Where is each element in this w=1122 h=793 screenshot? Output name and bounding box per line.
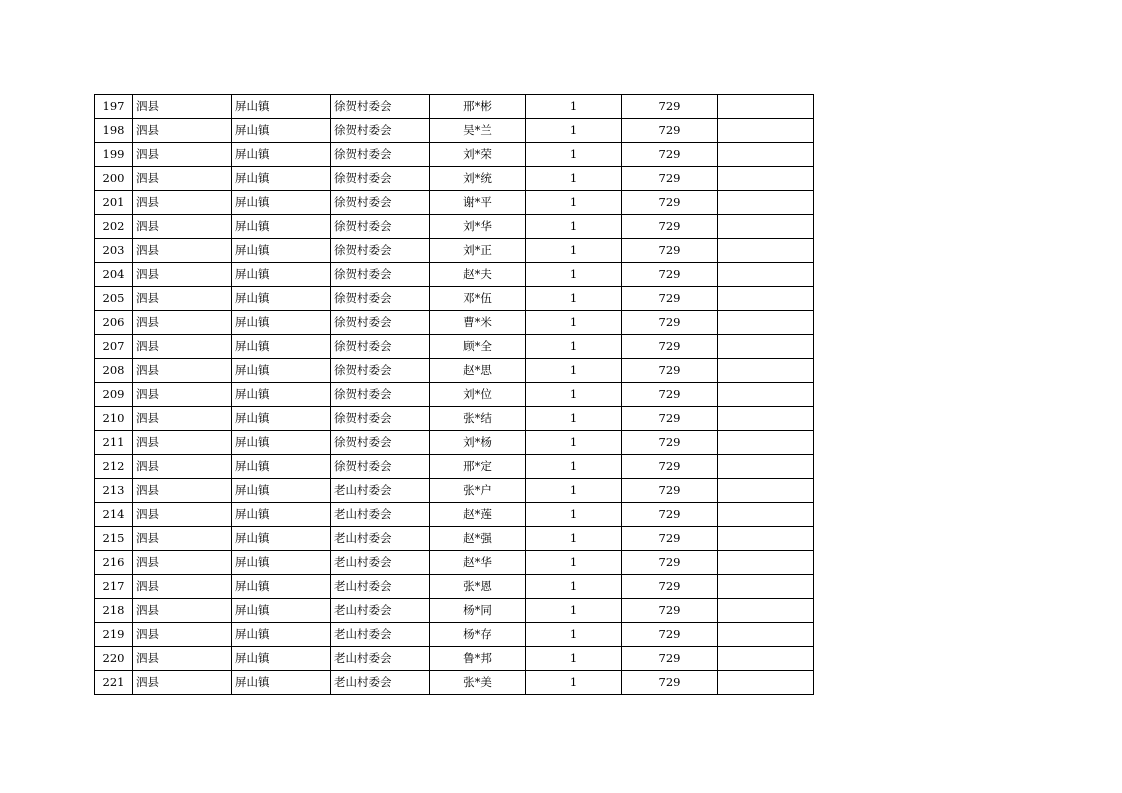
- count-cell: 1: [526, 407, 622, 431]
- note-cell: [718, 239, 814, 263]
- county-cell: 泗县: [133, 335, 232, 359]
- village-cell: 徐贺村委会: [331, 455, 430, 479]
- amount-cell: 729: [622, 623, 718, 647]
- name-cell: 邢*定: [430, 455, 526, 479]
- name-cell: 刘*正: [430, 239, 526, 263]
- row-number-cell: 220: [95, 647, 133, 671]
- row-number-cell: 200: [95, 167, 133, 191]
- row-number-cell: 207: [95, 335, 133, 359]
- name-cell: 刘*华: [430, 215, 526, 239]
- village-cell: 徐贺村委会: [331, 239, 430, 263]
- county-cell: 泗县: [133, 431, 232, 455]
- amount-cell: 729: [622, 383, 718, 407]
- table-row: [95, 575, 814, 599]
- name-cell: 吴*兰: [430, 119, 526, 143]
- town-cell: 屏山镇: [232, 359, 331, 383]
- county-cell: 泗县: [133, 455, 232, 479]
- table-row: [95, 119, 814, 143]
- county-cell: 泗县: [133, 671, 232, 695]
- table-row: [95, 527, 814, 551]
- count-cell: 1: [526, 335, 622, 359]
- table-row: [95, 167, 814, 191]
- village-cell: 老山村委会: [331, 575, 430, 599]
- amount-cell: 729: [622, 191, 718, 215]
- table-row: [95, 479, 814, 503]
- amount-cell: 729: [622, 359, 718, 383]
- count-cell: 1: [526, 479, 622, 503]
- town-cell: 屏山镇: [232, 407, 331, 431]
- name-cell: 张*恩: [430, 575, 526, 599]
- village-cell: 徐贺村委会: [331, 119, 430, 143]
- table-row: [95, 359, 814, 383]
- count-cell: 1: [526, 167, 622, 191]
- name-cell: 顾*全: [430, 335, 526, 359]
- name-cell: 鲁*邦: [430, 647, 526, 671]
- town-cell: 屏山镇: [232, 239, 331, 263]
- county-cell: 泗县: [133, 167, 232, 191]
- count-cell: 1: [526, 215, 622, 239]
- name-cell: 杨*同: [430, 599, 526, 623]
- name-cell: 赵*夫: [430, 263, 526, 287]
- row-number-cell: 209: [95, 383, 133, 407]
- row-number-cell: 210: [95, 407, 133, 431]
- row-number-cell: 218: [95, 599, 133, 623]
- village-cell: 徐贺村委会: [331, 287, 430, 311]
- table-row: [95, 431, 814, 455]
- note-cell: [718, 191, 814, 215]
- note-cell: [718, 455, 814, 479]
- table-row: [95, 287, 814, 311]
- town-cell: 屏山镇: [232, 167, 331, 191]
- village-cell: 徐贺村委会: [331, 95, 430, 119]
- row-number-cell: 214: [95, 503, 133, 527]
- town-cell: 屏山镇: [232, 191, 331, 215]
- note-cell: [718, 263, 814, 287]
- county-cell: 泗县: [133, 311, 232, 335]
- note-cell: [718, 479, 814, 503]
- county-cell: 泗县: [133, 383, 232, 407]
- row-number-cell: 212: [95, 455, 133, 479]
- village-cell: 老山村委会: [331, 671, 430, 695]
- name-cell: 曹*米: [430, 311, 526, 335]
- town-cell: 屏山镇: [232, 119, 331, 143]
- count-cell: 1: [526, 431, 622, 455]
- table-row: [95, 263, 814, 287]
- amount-cell: 729: [622, 479, 718, 503]
- amount-cell: 729: [622, 335, 718, 359]
- note-cell: [718, 599, 814, 623]
- amount-cell: 729: [622, 551, 718, 575]
- town-cell: 屏山镇: [232, 431, 331, 455]
- table-row: [95, 191, 814, 215]
- town-cell: 屏山镇: [232, 503, 331, 527]
- note-cell: [718, 551, 814, 575]
- village-cell: 徐贺村委会: [331, 167, 430, 191]
- name-cell: 杨*存: [430, 623, 526, 647]
- count-cell: 1: [526, 311, 622, 335]
- county-cell: 泗县: [133, 191, 232, 215]
- table-row: [95, 311, 814, 335]
- count-cell: 1: [526, 383, 622, 407]
- amount-cell: 729: [622, 599, 718, 623]
- county-cell: 泗县: [133, 143, 232, 167]
- note-cell: [718, 407, 814, 431]
- town-cell: 屏山镇: [232, 647, 331, 671]
- name-cell: 赵*强: [430, 527, 526, 551]
- table-row: [95, 335, 814, 359]
- village-cell: 老山村委会: [331, 551, 430, 575]
- table-row: [95, 455, 814, 479]
- note-cell: [718, 647, 814, 671]
- town-cell: 屏山镇: [232, 287, 331, 311]
- county-cell: 泗县: [133, 647, 232, 671]
- name-cell: 赵*莲: [430, 503, 526, 527]
- table-row: [95, 503, 814, 527]
- village-cell: 徐贺村委会: [331, 311, 430, 335]
- row-number-cell: 215: [95, 527, 133, 551]
- amount-cell: 729: [622, 167, 718, 191]
- count-cell: 1: [526, 623, 622, 647]
- row-number-cell: 205: [95, 287, 133, 311]
- row-number-cell: 198: [95, 119, 133, 143]
- county-cell: 泗县: [133, 263, 232, 287]
- table-row: [95, 215, 814, 239]
- count-cell: 1: [526, 527, 622, 551]
- town-cell: 屏山镇: [232, 95, 331, 119]
- table-row: [95, 623, 814, 647]
- village-cell: 徐贺村委会: [331, 407, 430, 431]
- town-cell: 屏山镇: [232, 263, 331, 287]
- table-row: [95, 551, 814, 575]
- table-row: [95, 671, 814, 695]
- row-number-cell: 221: [95, 671, 133, 695]
- count-cell: 1: [526, 599, 622, 623]
- village-cell: 徐贺村委会: [331, 263, 430, 287]
- village-cell: 徐贺村委会: [331, 143, 430, 167]
- name-cell: 张*户: [430, 479, 526, 503]
- village-cell: 徐贺村委会: [331, 335, 430, 359]
- count-cell: 1: [526, 359, 622, 383]
- county-cell: 泗县: [133, 623, 232, 647]
- village-cell: 徐贺村委会: [331, 359, 430, 383]
- amount-cell: 729: [622, 575, 718, 599]
- county-cell: 泗县: [133, 119, 232, 143]
- county-cell: 泗县: [133, 551, 232, 575]
- amount-cell: 729: [622, 527, 718, 551]
- county-cell: 泗县: [133, 575, 232, 599]
- row-number-cell: 213: [95, 479, 133, 503]
- county-cell: 泗县: [133, 479, 232, 503]
- town-cell: 屏山镇: [232, 671, 331, 695]
- row-number-cell: 202: [95, 215, 133, 239]
- count-cell: 1: [526, 575, 622, 599]
- name-cell: 刘*统: [430, 167, 526, 191]
- amount-cell: 729: [622, 671, 718, 695]
- count-cell: 1: [526, 503, 622, 527]
- village-cell: 老山村委会: [331, 623, 430, 647]
- amount-cell: 729: [622, 407, 718, 431]
- county-cell: 泗县: [133, 407, 232, 431]
- town-cell: 屏山镇: [232, 455, 331, 479]
- data-table: [94, 94, 814, 695]
- row-number-cell: 197: [95, 95, 133, 119]
- count-cell: 1: [526, 191, 622, 215]
- town-cell: 屏山镇: [232, 143, 331, 167]
- table-row: [95, 647, 814, 671]
- name-cell: 张*结: [430, 407, 526, 431]
- note-cell: [718, 119, 814, 143]
- amount-cell: 729: [622, 143, 718, 167]
- count-cell: 1: [526, 671, 622, 695]
- amount-cell: 729: [622, 239, 718, 263]
- note-cell: [718, 215, 814, 239]
- amount-cell: 729: [622, 647, 718, 671]
- note-cell: [718, 311, 814, 335]
- village-cell: 老山村委会: [331, 599, 430, 623]
- name-cell: 刘*杨: [430, 431, 526, 455]
- note-cell: [718, 335, 814, 359]
- table-row: [95, 599, 814, 623]
- county-cell: 泗县: [133, 215, 232, 239]
- note-cell: [718, 95, 814, 119]
- name-cell: 谢*平: [430, 191, 526, 215]
- county-cell: 泗县: [133, 527, 232, 551]
- count-cell: 1: [526, 455, 622, 479]
- count-cell: 1: [526, 647, 622, 671]
- table-row: [95, 239, 814, 263]
- amount-cell: 729: [622, 95, 718, 119]
- table-row: [95, 383, 814, 407]
- note-cell: [718, 671, 814, 695]
- count-cell: 1: [526, 95, 622, 119]
- village-cell: 老山村委会: [331, 503, 430, 527]
- town-cell: 屏山镇: [232, 335, 331, 359]
- county-cell: 泗县: [133, 359, 232, 383]
- note-cell: [718, 527, 814, 551]
- count-cell: 1: [526, 239, 622, 263]
- row-number-cell: 208: [95, 359, 133, 383]
- note-cell: [718, 383, 814, 407]
- row-number-cell: 201: [95, 191, 133, 215]
- note-cell: [718, 503, 814, 527]
- town-cell: 屏山镇: [232, 575, 331, 599]
- note-cell: [718, 287, 814, 311]
- name-cell: 赵*华: [430, 551, 526, 575]
- name-cell: 刘*荣: [430, 143, 526, 167]
- note-cell: [718, 359, 814, 383]
- count-cell: 1: [526, 143, 622, 167]
- town-cell: 屏山镇: [232, 215, 331, 239]
- amount-cell: 729: [622, 431, 718, 455]
- amount-cell: 729: [622, 215, 718, 239]
- table-row: [95, 143, 814, 167]
- town-cell: 屏山镇: [232, 383, 331, 407]
- table-row: [95, 407, 814, 431]
- name-cell: 邓*伍: [430, 287, 526, 311]
- village-cell: 徐贺村委会: [331, 191, 430, 215]
- row-number-cell: 216: [95, 551, 133, 575]
- count-cell: 1: [526, 551, 622, 575]
- row-number-cell: 211: [95, 431, 133, 455]
- county-cell: 泗县: [133, 503, 232, 527]
- row-number-cell: 219: [95, 623, 133, 647]
- village-cell: 老山村委会: [331, 527, 430, 551]
- note-cell: [718, 167, 814, 191]
- town-cell: 屏山镇: [232, 527, 331, 551]
- amount-cell: 729: [622, 263, 718, 287]
- county-cell: 泗县: [133, 95, 232, 119]
- town-cell: 屏山镇: [232, 551, 331, 575]
- amount-cell: 729: [622, 119, 718, 143]
- village-cell: 徐贺村委会: [331, 215, 430, 239]
- row-number-cell: 217: [95, 575, 133, 599]
- amount-cell: 729: [622, 503, 718, 527]
- count-cell: 1: [526, 119, 622, 143]
- village-cell: 老山村委会: [331, 479, 430, 503]
- count-cell: 1: [526, 287, 622, 311]
- village-cell: 徐贺村委会: [331, 431, 430, 455]
- name-cell: 刘*位: [430, 383, 526, 407]
- name-cell: 赵*思: [430, 359, 526, 383]
- note-cell: [718, 431, 814, 455]
- town-cell: 屏山镇: [232, 479, 331, 503]
- name-cell: 张*美: [430, 671, 526, 695]
- note-cell: [718, 623, 814, 647]
- county-cell: 泗县: [133, 239, 232, 263]
- row-number-cell: 206: [95, 311, 133, 335]
- county-cell: 泗县: [133, 599, 232, 623]
- town-cell: 屏山镇: [232, 599, 331, 623]
- note-cell: [718, 575, 814, 599]
- table-body: [95, 95, 814, 695]
- village-cell: 老山村委会: [331, 647, 430, 671]
- amount-cell: 729: [622, 287, 718, 311]
- name-cell: 邢*彬: [430, 95, 526, 119]
- county-cell: 泗县: [133, 287, 232, 311]
- row-number-cell: 204: [95, 263, 133, 287]
- amount-cell: 729: [622, 455, 718, 479]
- table-row: [95, 95, 814, 119]
- row-number-cell: 199: [95, 143, 133, 167]
- row-number-cell: 203: [95, 239, 133, 263]
- town-cell: 屏山镇: [232, 623, 331, 647]
- amount-cell: 729: [622, 311, 718, 335]
- village-cell: 徐贺村委会: [331, 383, 430, 407]
- note-cell: [718, 143, 814, 167]
- town-cell: 屏山镇: [232, 311, 331, 335]
- count-cell: 1: [526, 263, 622, 287]
